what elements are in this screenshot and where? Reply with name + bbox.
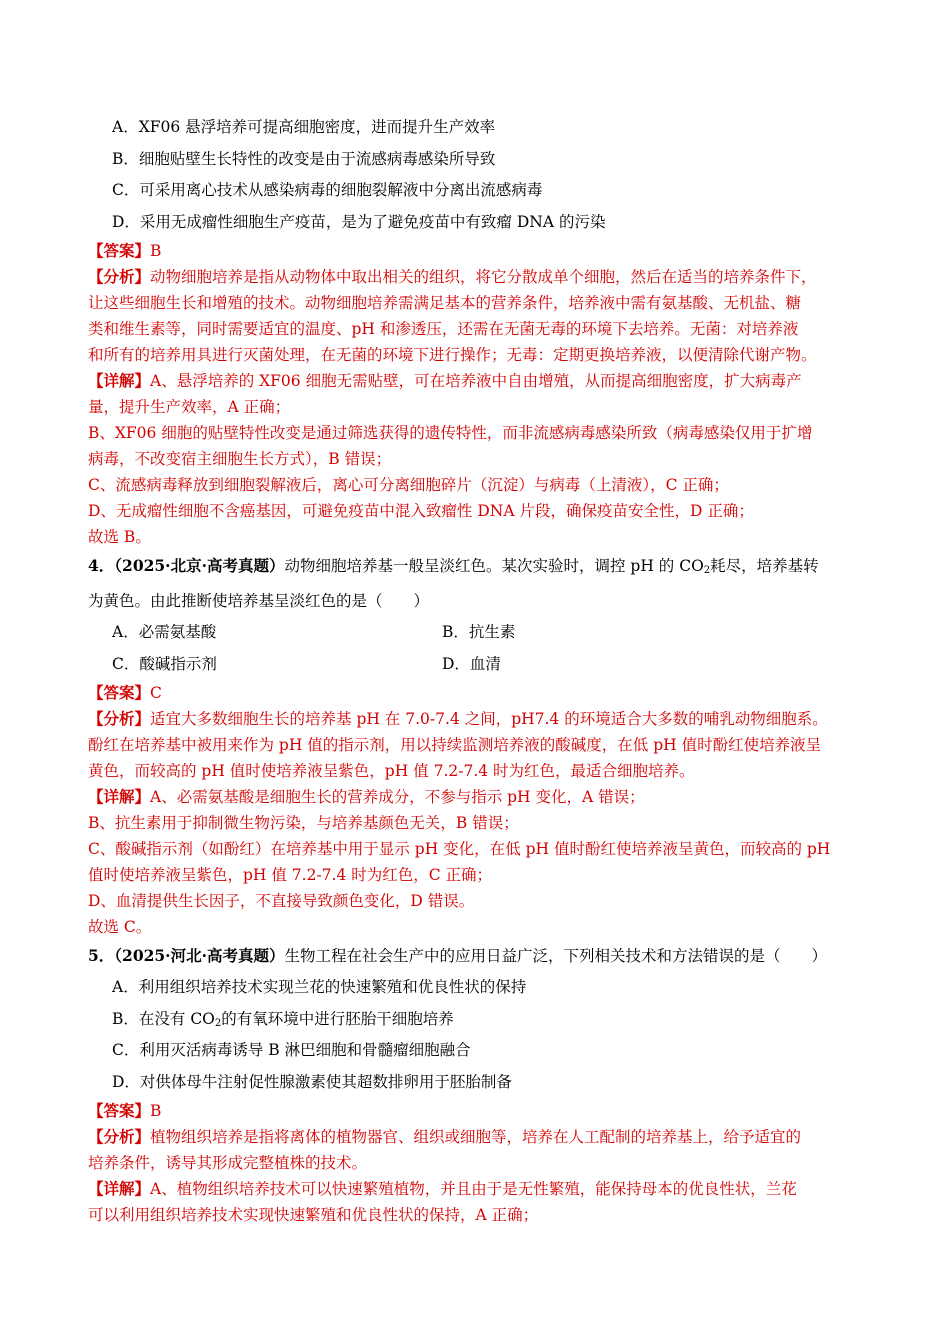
q3-detail-line-1 bbox=[88, 368, 868, 394]
q3-option-b: B．细胞贴壁生长特性的改变是由于流感病毒感染所导致 bbox=[112, 149, 496, 168]
q4-detail-line-3: C、酸碱指示剂（如酚红）在培养基中用于显示 pH 变化，在低 pH 值时酚红使培养液呈黄色，而较高的 pH bbox=[88, 840, 831, 858]
answer-tag: 【答案】 bbox=[88, 1101, 151, 1120]
q5-analysis-line-2: 培养条件，诱导其形成完整植株的技术。 bbox=[88, 1154, 368, 1172]
q4-detail-line-5: D、血清提供生长因子，不直接导致颜色变化，D 错误。 bbox=[88, 892, 475, 910]
subscript: 2 bbox=[703, 565, 711, 576]
question-stem: 生物工程在社会生产中的应用日益广泛，下列相关技术和方法错误的是（ ） bbox=[284, 947, 827, 965]
document-page bbox=[88, 112, 868, 1228]
q5-detail-line-2: 可以利用组织培养技术实现快速繁殖和优良性状的保持，A 正确； bbox=[88, 1206, 539, 1224]
q5-option-a: A．利用组织培养技术实现兰花的快速繁殖和优良性状的保持 bbox=[112, 978, 527, 996]
q4-option-d: D．血清 bbox=[442, 654, 501, 673]
q5-analysis-line-1 bbox=[88, 1124, 868, 1150]
q4-answer bbox=[88, 680, 868, 706]
q4-detail-line-4: 值时使培养液呈紫色，pH 值 7.2-7.4 时为红色，C 正确； bbox=[88, 866, 493, 884]
analysis-text: 适宜大多数细胞生长的培养基 pH 在 7.0-7.4 之间，pH7.4 的环境适合大多数的哺乳动物细胞系。 bbox=[150, 710, 828, 728]
q3-options bbox=[88, 112, 868, 238]
question-5 bbox=[88, 940, 868, 1098]
analysis-text: 植物组织培养是指将离体的植物器官、组织或细胞等，培养在人工配制的培养基上，给予适宜的 bbox=[150, 1128, 802, 1146]
q4-detail-line-2: B、抗生素用于抑制微生物污染，与培养基颜色无关，B 错误； bbox=[88, 814, 519, 832]
answer-tag: 【答案】 bbox=[88, 683, 151, 702]
detail-tag: 【详解】 bbox=[88, 787, 151, 806]
q4-options-row-1 bbox=[88, 617, 868, 649]
q5-option-d: D．对供体母牛注射促性腺激素使其超数排卵用于胚胎制备 bbox=[112, 1072, 512, 1091]
q4-detail-line-1 bbox=[88, 784, 868, 810]
q5-option-b bbox=[88, 1004, 868, 1036]
q3-detail-line-4: 病毒，不改变宿主细胞生长方式），B 错误； bbox=[88, 450, 392, 468]
q3-option-a: A．XF06 悬浮培养可提高细胞密度，进而提升生产效率 bbox=[112, 118, 496, 136]
q3-detail-line-3: B、XF06 细胞的贴壁特性改变是通过筛选获得的遗传特性，而非流感病毒感染所致（病毒感染仅用于扩增 bbox=[88, 424, 813, 442]
detail-tag: 【详解】 bbox=[88, 371, 151, 390]
q5-option-c: C．利用灭活病毒诱导 B 淋巴细胞和骨髓瘤细胞融合 bbox=[112, 1041, 471, 1059]
analysis-tag: 【分析】 bbox=[88, 1127, 151, 1146]
q3-detail-line-2: 量，提升生产效率，A 正确； bbox=[88, 398, 291, 416]
q4-option-c: C．酸碱指示剂 bbox=[112, 654, 217, 673]
answer-value: B bbox=[150, 1102, 162, 1120]
q5-stem bbox=[88, 940, 868, 972]
q3-detail-line-5: C、流感病毒释放到细胞裂解液后，离心可分离细胞碎片（沉淀）与病毒（上清液），C 正确； bbox=[88, 476, 729, 494]
q4-option-b: B．抗生素 bbox=[442, 623, 516, 641]
question-source: （2025·河北·高考真题） bbox=[114, 946, 285, 965]
q4-analysis-line-3: 黄色，而较高的 pH 值时使培养液呈紫色，pH 值 7.2-7.4 时为红色，最适合细胞培养。 bbox=[88, 762, 695, 780]
q4-option-a: A．必需氨基酸 bbox=[112, 623, 217, 641]
q5-detail-line-1 bbox=[88, 1176, 868, 1202]
q3-analysis-line-1 bbox=[88, 264, 868, 290]
detail-text: A、植物组织培养技术可以快速繁殖植物，并且由于是无性繁殖，能保持母本的优良性状，兰花 bbox=[150, 1180, 797, 1198]
answer-value: B bbox=[150, 242, 162, 260]
q3-solution bbox=[88, 238, 868, 550]
detail-text: A、悬浮培养的 XF06 细胞无需贴壁，可在培养液中自由增殖，从而提高细胞密度，扩大病毒产 bbox=[150, 372, 802, 390]
q3-detail-line-6: D、无成瘤性细胞不含癌基因，可避免疫苗中混入致瘤性 DNA 片段，确保疫苗安全性，D 正确； bbox=[88, 502, 754, 520]
detail-text: A、必需氨基酸是细胞生长的营养成分，不参与指示 pH 变化，A 错误； bbox=[150, 788, 645, 806]
question-number: 5． bbox=[88, 946, 115, 965]
question-stem-cont: 耗尽，培养基转 bbox=[710, 557, 819, 575]
detail-tag: 【详解】 bbox=[88, 1179, 151, 1198]
q3-option-c: C．可采用离心技术从感染病毒的细胞裂解液中分离出流感病毒 bbox=[112, 181, 543, 199]
analysis-tag: 【分析】 bbox=[88, 267, 151, 286]
analysis-text: 动物细胞培养是指从动物体中取出相关的组织，将它分散成单个细胞，然后在适当的培养条件下， bbox=[150, 268, 817, 286]
q3-detail-line-7: 故选 B。 bbox=[88, 528, 151, 546]
q5-answer bbox=[88, 1098, 868, 1124]
question-stem: 动物细胞培养基一般呈淡红色。某次实验时，调控 pH 的 CO bbox=[284, 557, 704, 575]
option-text: B．在没有 CO bbox=[112, 1009, 215, 1028]
question-4 bbox=[88, 550, 868, 680]
q5-solution bbox=[88, 1098, 868, 1228]
q4-analysis-line-1 bbox=[88, 706, 868, 732]
q4-solution bbox=[88, 680, 868, 940]
subscript: 2 bbox=[214, 1017, 222, 1029]
answer-tag: 【答案】 bbox=[88, 241, 151, 260]
question-number: 4． bbox=[88, 556, 115, 575]
answer-value: C bbox=[150, 684, 162, 702]
analysis-tag: 【分析】 bbox=[88, 709, 151, 728]
q4-stem-line-2: 为黄色。由此推断使培养基呈淡红色的是（ ） bbox=[88, 592, 430, 610]
q3-analysis-line-4: 和所有的培养用具进行灭菌处理，在无菌的环境下进行操作；无毒：定期更换培养液，以便清除代谢产物。 bbox=[88, 346, 817, 364]
q3-option-d: D．采用无成瘤性细胞生产疫苗，是为了避免疫苗中有致瘤 DNA 的污染 bbox=[112, 212, 606, 231]
option-text-cont: 的有氧环境中进行胚胎干细胞培养 bbox=[221, 1009, 454, 1028]
q3-analysis-line-2: 让这些细胞生长和增殖的技术。动物细胞培养需满足基本的营养条件，培养液中需有氨基酸、无机盐、糖 bbox=[88, 294, 802, 312]
q3-analysis-line-3: 类和维生素等，同时需要适宜的温度、pH 和渗透压，还需在无菌无毒的环境下去培养。无菌：对培养液 bbox=[88, 320, 799, 338]
q4-detail-line-6: 故选 C。 bbox=[88, 918, 152, 936]
q4-stem-line-1 bbox=[88, 550, 868, 586]
q4-analysis-line-2: 酚红在培养基中被用来作为 pH 值的指示剂，用以持续监测培养液的酸碱度，在低 pH 值时酚红使培养液呈 bbox=[88, 736, 822, 754]
question-source: （2025·北京·高考真题） bbox=[114, 556, 285, 575]
q3-answer bbox=[88, 238, 868, 264]
q4-options-row-2 bbox=[88, 649, 868, 681]
